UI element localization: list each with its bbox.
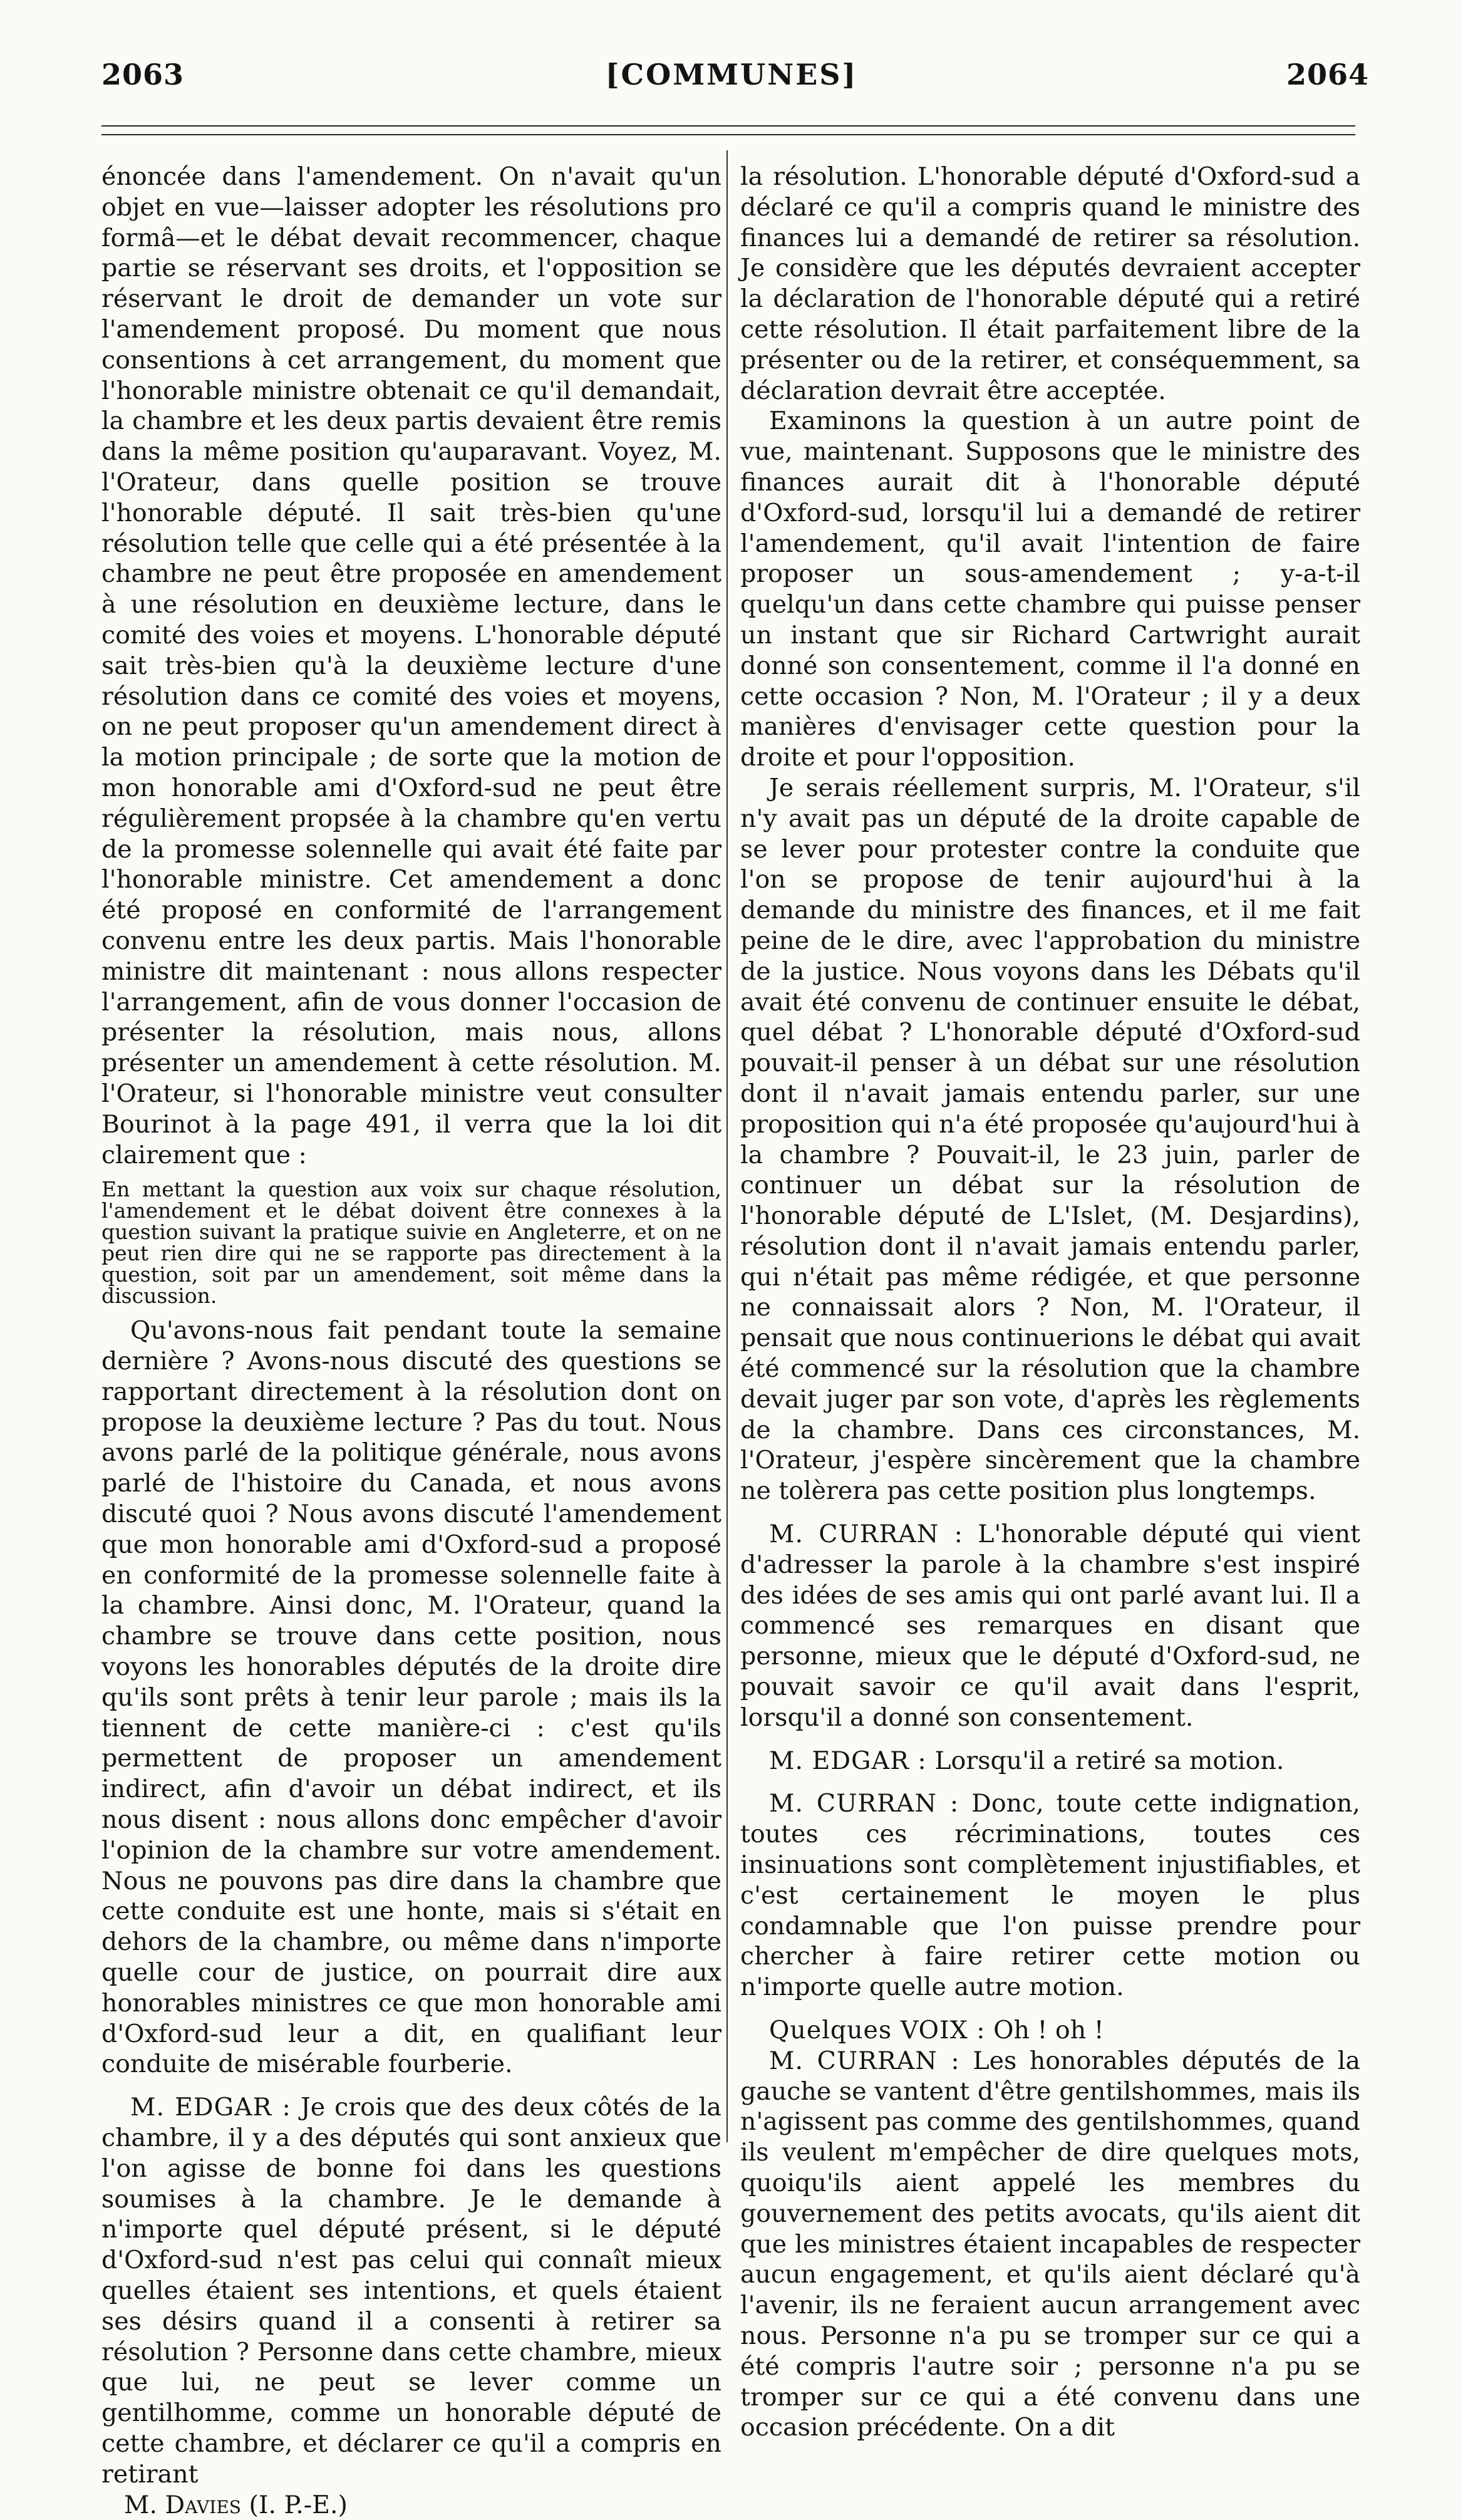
left-column — [101, 162, 721, 2520]
speaker-name: Quelques VOIX : — [769, 2016, 986, 2045]
speaker-name: M. EDGAR : — [769, 1746, 927, 1775]
paragraph: énoncée dans l'amendement. On n'avait qu'un objet en vue—laisser adopter les résolutions pro formâ—et le débat devait recommencer, chaque partie se réservant ses droits, et l'opposition se réservant le droit de demander un vote sur l'amendement proposé. Du moment que nous consentions à cet arrangement, du moment que l'honorable ministre obtenait ce qu'il demandait, la chambre et les deux partis devaient être remis dans la même position qu'auparavant. Voyez, M. l'Orateur, dans quelle position se trouve l'honorable député. Il sait très-bien qu'une résolution telle que celle qui a été présentée à la chambre ne peut être proposée en amendement à une résolution en deuxième lecture, dans le comité des voies et moyens. L'honorable député sait très-bien qu'à la deuxième lecture d'une résolution dans ce comité des voies et moyens, on ne peut proposer qu'un amendement direct à la motion principale ; de sorte que la motion de mon honorable ami d'Oxford-sud ne peut être régulièrement propsée à la chambre qu'en vertu de la promesse solennelle qui avait été faite par l'honorable ministre. Cet amendement a donc été proposé en conformité de l'arrangement convenu entre les deux partis. Mais l'honorable ministre dit maintenant : nous allons respecter l'arrangement, afin de vous donner l'occasion de présenter la résolution, mais nous, allons présenter un amendement à cette résolution. M. l'Orateur, si l'honorable ministre veut consulter Bourinot à la page 491, il verra que la loi dit clairement que : — [101, 162, 721, 1169]
speaker-name: M. CURRAN : — [769, 2046, 960, 2075]
page-header — [0, 58, 1463, 108]
speech-curran — [740, 1788, 1360, 2003]
header-rule-bottom — [101, 134, 1355, 135]
speech-text: Oh ! oh ! — [993, 2016, 1104, 2045]
speech-curran — [740, 2046, 1360, 2443]
block-quote: En mettant la question aux voix sur chaque résolution, l'amendement et le débat doivent être connexes à la question suivant la pratique suivie en Angleterre, et on ne peut rien dire qui ne se rapporte pas directement à la question, soit par un amendement, soit même dans la discussion. — [101, 1177, 721, 1309]
page-title: [COMMUNES] — [605, 58, 858, 91]
paragraph: Qu'avons-nous fait pendant toute la semaine dernière ? Avons-nous discuté des questions se rapportant directement à la résolution dont on propose la deuxième lecture ? Pas du tout. Nous avons parlé de la politique générale, nous avons parlé de l'histoire du Canada, et nous avons discuté quoi ? Nous avons discuté l'amendement que mon honorable ami d'Oxford-sud a proposé en conformité de la promesse solennelle faite à la chambre. Ainsi donc, M. l'Orateur, quand la chambre se trouve dans cette position, nous voyons les honorables députés de la droite dire qu'ils sont prêts à tenir leur parole ; mais ils la tiennent de cette manière-ci : c'est qu'ils permettent de proposer un amendement indirect, afin d'avoir un débat indirect, et ils nous disent : nous allons donc empêcher d'avoir l'opinion de la chambre sur votre amendement. Nous ne pouvons pas dire dans la chambre que cette conduite est une honte, mais si s'était en dehors de la chambre, ou même dans n'importe quelle cour de justice, on pourrait dire aux honorables ministres ce que mon honorable ami d'Oxford-sud leur a dit, en qualifiant leur conduite de misérable fourberie. — [101, 1316, 721, 2079]
page-number-right: 2064 — [1286, 58, 1369, 91]
speech-text: Donc, toute cette indignation, toutes ces récriminations, toutes ces insinuations sont complètement injustifiables, et c'est certainement le moyen le plus condamnable que l'on puisse prendre pour chercher à faire retirer cette motion ou n'importe quelle autre motion. — [740, 1789, 1360, 2002]
speech-text: L'honorable député qui vient d'adresser la parole à la chambre s'est inspiré des idées de ses amis qui ont parlé avant lui. Il a commencé ses remarques en disant que personne, mieux que le député d'Oxford-sud, ne pouvait savoir ce qu'il avait dans l'esprit, lorsqu'il a donné son consentement. — [740, 1520, 1361, 1732]
speech-text: Lorsqu'il a retiré sa motion. — [934, 1746, 1285, 1775]
paragraph: Examinons la question à un autre point de vue, maintenant. Supposons que le ministre des finances aurait dit à l'honorable député d'Oxford-sud, lorsqu'il lui a demandé de retirer l'amendement, qu'il avait l'intention de faire proposer un sous-amendement ; y-a-t-il quelqu'un dans cette chambre qui puisse penser un instant que sir Richard Cartwright aurait donné son consentement, comme il l'a donné en cette occasion ? Non, M. l'Orateur ; il y a deux manières d'envisager cette question pour la droite et pour l'opposition. — [740, 407, 1360, 772]
speech-edgar — [740, 1746, 1360, 1776]
speaker-name: M. CURRAN : — [769, 1520, 963, 1549]
header-rule-top — [101, 125, 1355, 127]
speech-curran — [740, 1519, 1360, 1733]
speaker-name: M. CURRAN : — [769, 1789, 959, 1818]
page-number-left: 2063 — [101, 58, 185, 91]
paragraph: Je serais réellement surpris, M. l'Orateur, s'il n'y avait pas un député de la droite capable de se lever pour protester contre la conduite que l'on se propose de tenir aujourd'hui à la demande du ministre des finances, et il me fait peine de le dire, avec l'approbation du ministre de la justice. Nous voyons dans les Débats qu'il avait été convenu de continuer ensuite le débat, quel débat ? L'honorable député d'Oxford-sud pouvait-il penser à un débat sur une résolution dont il n'avait jamais entendu parler, sur une proposition qui n'a été proposée qu'aujourd'hui à la chambre ? Pouvait-il, le 23 juin, parler de continuer un débat sur la résolution de l'honorable député de L'Islet, (M. Desjardins), résolution dont il n'avait jamais entendu parler, qui n'était pas même rédigée, et que personne ne connaissait alors ? Non, M. l'Orateur, il pensait que nous continuerions le débat qui avait été commencé sur la résolution que la chambre devait juger par son vote, d'après les règlements de la chambre. Dans ces circonstances, M. l'Orateur, j'espère sincèrement que la chambre ne tolèrera pas cette position plus longtemps. — [740, 773, 1360, 1506]
paragraph: la résolution. L'honorable député d'Oxford-sud a déclaré ce qu'il a compris quand le ministre des finances lui a demandé de retirer sa résolution. Je considère que les députés devraient accepter la déclaration de l'honorable député qui a retiré cette résolution. Il était parfaitement libre de la présenter ou de la retirer, et conséquemment, sa déclaration devrait être acceptée. — [740, 162, 1360, 405]
speaker-name: M. EDGAR : — [130, 2093, 291, 2122]
speech-text: Les honorables députés de la gauche se vantent d'être gentilshommes, mais ils n'agissent pas comme des gentilshommes, quand ils veulent m'empêcher de dire quelques mots, quoiqu'ils aient appelé les membres du gouvernement des petits avocats, qu'ils aient dit que les ministres étaient incapables de respecter aucun engagement, et qu'ils aient déclaré qu'à l'avenir, ils ne feraient aucun arrangement avec nous. Personne n'a pu se tromper sur ce qui a été compris l'autre soir ; personne n'a pu se tromper sur ce qui a été convenu dans une occasion précédente. On a dit — [740, 2046, 1360, 2442]
speech-edgar — [101, 2092, 721, 2489]
speech-voices — [740, 2015, 1360, 2046]
right-column — [740, 162, 1360, 2443]
speech-text: Je crois que des deux côtés de la chambre, il y a des députés qui sont anxieux que l'on agisse de bonne foi dans les questions soumises à la chambre. Je le demande à n'importe quel député présent, si le député d'Oxford-sud n'est pas celui qui connaît mieux quelles étaient ses intentions, et quels étaient ses désirs quand il a consenti à retirer sa résolution ? Personne dans cette chambre, mieux que lui, ne peut se lever comme un gentilhomme, comme un honorable député de cette chambre, et déclarer ce qu'il a compris en retirant — [101, 2093, 721, 2489]
column-divider — [726, 150, 728, 2142]
page-signature: M. Davies (I. P.-E.) — [124, 2490, 348, 2519]
